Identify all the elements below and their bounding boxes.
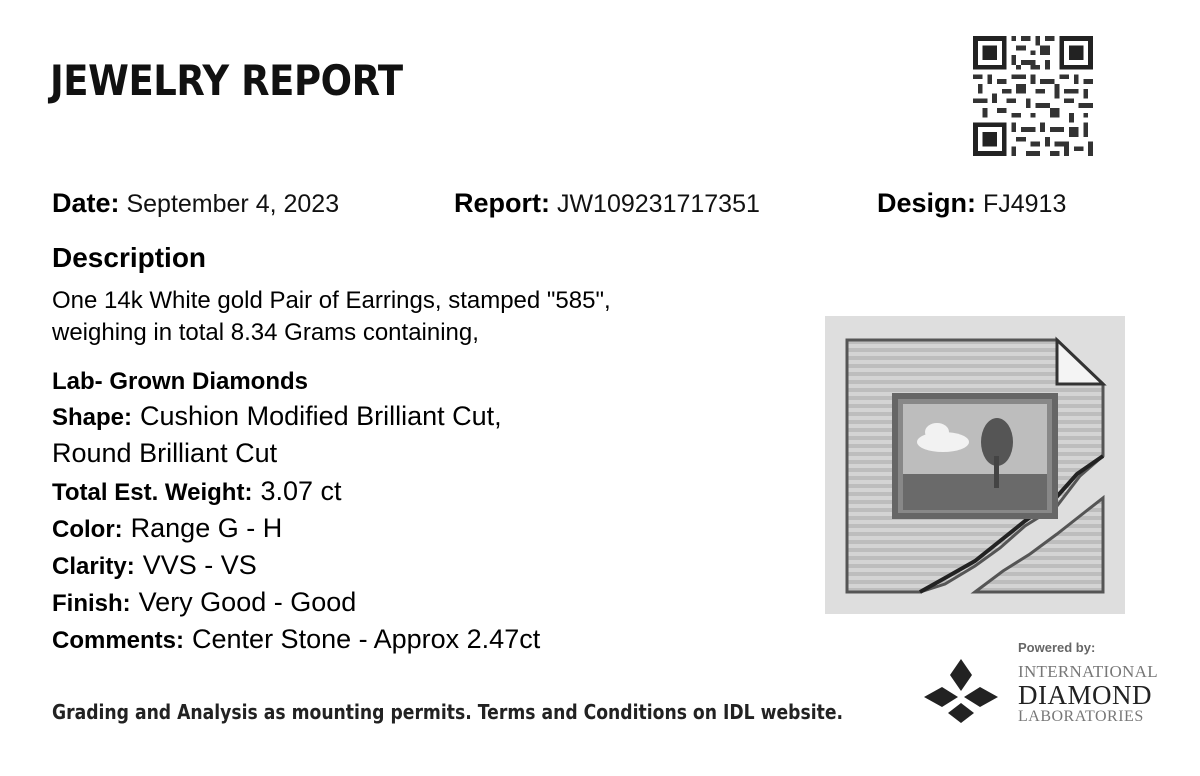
diamond-logo-icon: [922, 657, 1000, 725]
logo-line-international: INTERNATIONAL: [1018, 662, 1158, 681]
logo-line-laboratories: LABORATORIES: [1018, 708, 1144, 725]
description-line-2: weighing in total 8.34 Grams containing,: [52, 319, 479, 346]
description-line-1: One 14k White gold Pair of Earrings, stamped "585",: [52, 287, 611, 314]
finish-field: [52, 587, 356, 618]
report-value: JW109231717351: [556, 190, 760, 218]
design-label: Design:: [877, 188, 977, 218]
color-field: [52, 513, 282, 544]
idl-logo-text: [1018, 662, 1158, 726]
weight-label: Total Est. Weight:: [52, 479, 253, 506]
report-number: [454, 188, 760, 219]
report-label: Report:: [454, 188, 550, 218]
stone-type-heading: Lab- Grown Diamonds: [52, 368, 309, 395]
comments-label: Comments:: [52, 627, 185, 654]
clarity-value: VVS - VS: [142, 550, 257, 580]
qr-code-icon: [973, 36, 1093, 156]
finish-label: Finish:: [52, 590, 131, 617]
clarity-label: Clarity:: [52, 553, 135, 580]
comments-value: Center Stone - Approx 2.47ct: [192, 624, 541, 654]
broken-image-icon: [825, 316, 1125, 614]
description-text: [52, 285, 772, 349]
date-value: September 4, 2023: [126, 190, 340, 218]
design-number: [877, 188, 1066, 219]
powered-by-label: Powered by:: [1018, 640, 1096, 655]
color-label: Color:: [52, 516, 123, 543]
weight-value: 3.07 ct: [260, 476, 342, 506]
finish-value: Very Good - Good: [138, 587, 357, 617]
footer-disclaimer: Grading and Analysis as mounting permits. Terms and Conditions on IDL website.: [52, 700, 844, 724]
shape-value-continued: Round Brilliant Cut: [52, 438, 278, 468]
weight-field: [52, 476, 342, 507]
shape-value: Cushion Modified Brilliant Cut,: [140, 401, 502, 431]
color-value: Range G - H: [130, 513, 283, 543]
shape-field: [52, 401, 502, 432]
report-date: [52, 188, 339, 219]
logo-line-diamond: DIAMOND: [1018, 680, 1152, 710]
design-value: FJ4913: [982, 190, 1067, 218]
date-label: Date:: [52, 188, 120, 218]
comments-field: [52, 624, 540, 655]
description-heading: Description: [52, 242, 207, 273]
page-title: JEWELRY REPORT: [50, 56, 403, 105]
shape-label: Shape:: [52, 404, 133, 431]
clarity-field: [52, 550, 257, 581]
